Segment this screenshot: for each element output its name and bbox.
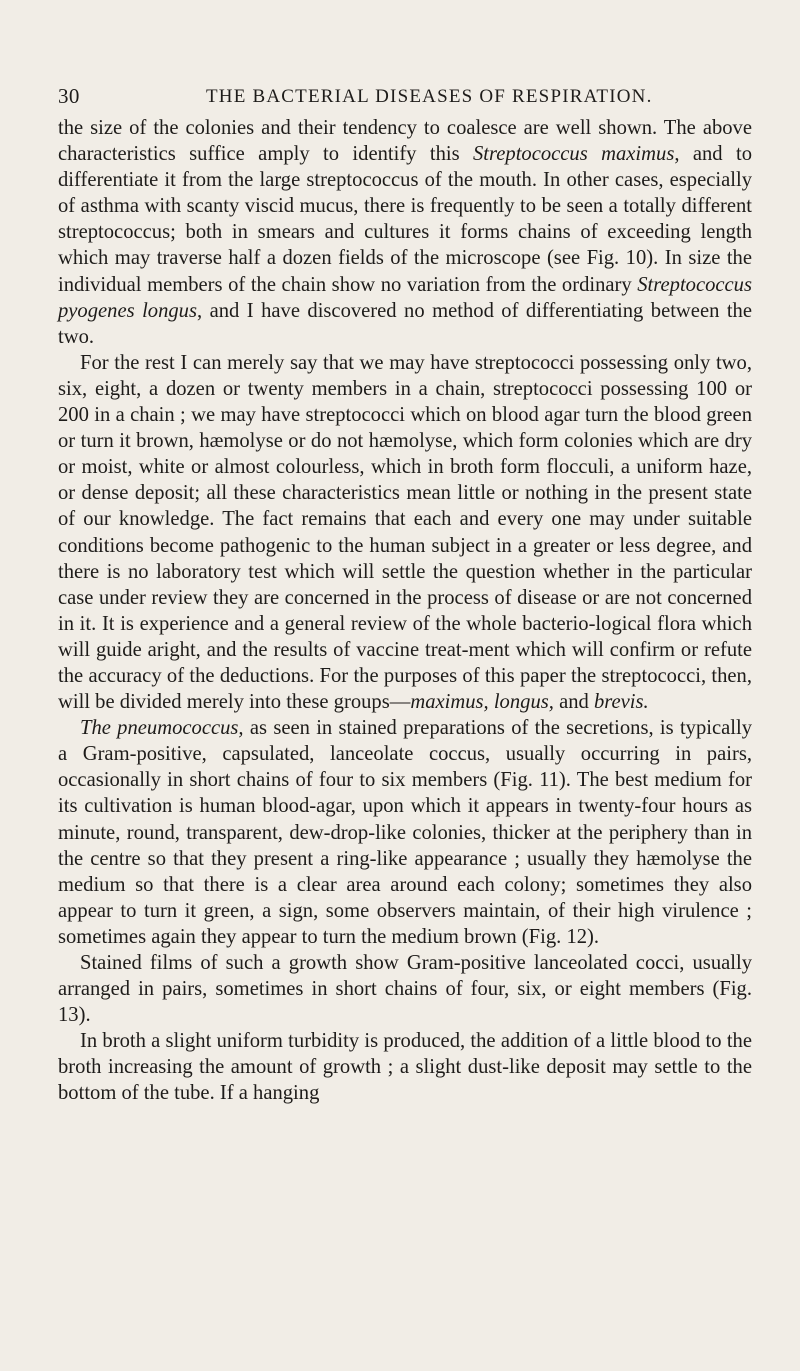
paragraph-2 [58,350,752,715]
p2-italic-brevis: brevis. [593,691,649,714]
p2-text-c: and [553,691,594,714]
paragraph-5: In broth a slight uniform turbidity is produced, the addition of a little blood to the broth increasing the amount of growth ; a slight dust-like deposit may settle to the bottom of the tube. If a hanging [58,1030,752,1105]
p1-text-c: , and to differentiate it from the large streptococcus of the mouth. In other cases, especially of asthma with scanty viscid mucus, there is frequently to be seen a totally different streptococcus; both in smears and cultures it forms chains of exceeding length which may traverse half a dozen fields of the microscope (see Fig. 10). In size the individual members of the chain show no variation from the ordinary [58,143,752,296]
paragraph-3 [58,715,752,950]
p2-italic-groups: maximus, longus, [410,691,554,714]
p1-text-e: , and I have discovered no method of differentiating between the two. [58,299,752,348]
running-title: THE BACTERIAL DISEASES OF RESPIRATION. [206,86,653,107]
p1-italic-streptococcus-maximus: Streptococcus maximus [472,143,675,166]
page-number: 30 [58,84,80,108]
paragraph-4: Stained films of such a growth show Gram-positive lanceolated cocci, usually arranged in pairs, sometimes in short chains of four, six, or eight members (Fig. 13). [58,952,752,1027]
p3-italic-pneumococcus: The pneumococcus, [80,717,244,740]
paragraph-1 [58,115,752,350]
body-text [58,115,752,1107]
p1-text-a: the size of the colonies and their tendency to coalesce are well shown. The above characteristics suffice amply to identify this [58,117,752,166]
p2-text-a: For the rest I can merely say that we may have streptococci possessing only two, six, eight, a dozen or twenty members in a chain, streptococci possessing 100 or 200 in a chain ; we may have streptococci which on blood agar turn the blood green or turn it brown, hæmolyse or do not hæmolyse, which form colonies which are dry or moist, white or almost colourless, which in broth form flocculi, a uniform haze, or dense deposit; all these characteristics mean little or nothing in the present state of our knowledge. The fact remains that each and every one may under suitable conditions become pathogenic to the human subject in a greater or less degree, and there is no laboratory test which will settle the question whether in the particular case under review they are concerned in the process of disease or are not concerned in it. It is experience and a general review of the whole bacterio-logical flora which will guide aright, and the results of vaccine treat-ment which will confirm or refute the accuracy of the deductions. For the purposes of this paper the streptococci, then, will be divided merely into these groups— [58,351,752,714]
p3-text-c: as seen in stained preparations of the secretions, is typically a Gram-positive, capsulated, lanceolate coccus, usually occurring in pairs, occasionally in short chains of four to six members (Fig. 11). The best medium for its cultivation is human blood-agar, upon which it appears in twenty-four hours as minute, round, transparent, dew-drop-like colonies, thicker at the periphery than in the centre so that they present a ring-like appearance ; usually they hæmolyse the medium so that there is a clear area around each colony; sometimes they also appear to turn it green, a sign, some observers maintain, of their high virulence ; sometimes again they appear to turn the medium brown (Fig. 12). [58,717,753,948]
running-head [58,84,758,112]
p1-italic-streptococcus-pyogenes-longus: Streptococcus pyogenes longus [58,273,752,322]
